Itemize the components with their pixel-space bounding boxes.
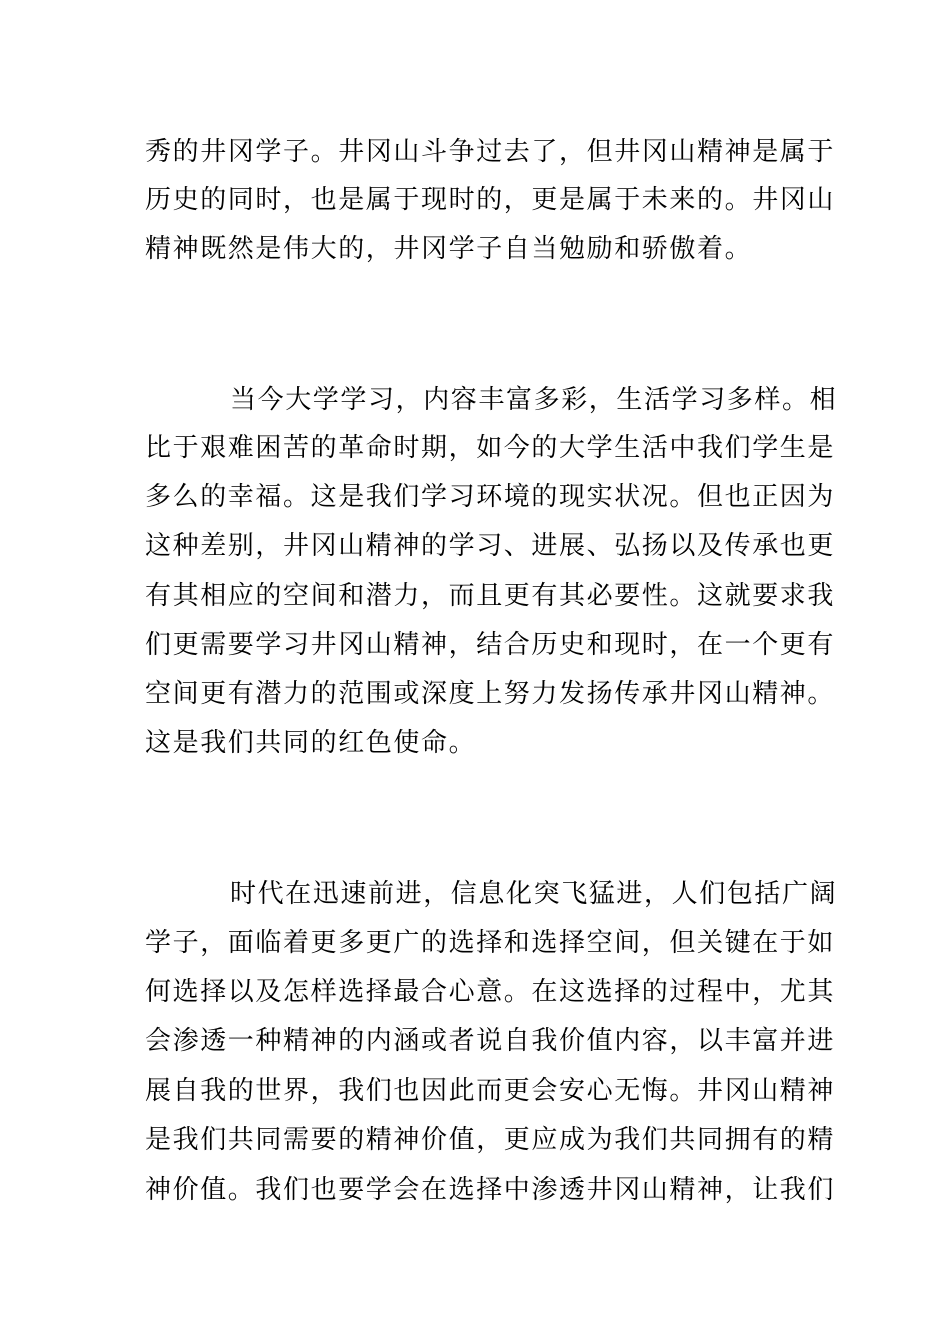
paragraph-1-line-3: 精神既然是伟大的，井冈学子自当勉励和骄傲着。 — [145, 234, 753, 264]
paragraph-1-line-1: 秀的井冈学子。井冈山斗争过去了，但井冈山精神是属于 — [145, 137, 836, 167]
paragraph-2-line-8: 这是我们共同的红色使命。 — [145, 728, 477, 758]
paragraph-2-line-6: 们更需要学习井冈山精神，结合历史和现时，在一个更有 — [145, 630, 836, 660]
paragraph-3-line-6: 是我们共同需要的精神价值，更应成为我们共同拥有的精 — [145, 1125, 836, 1155]
paragraph-1-line-2: 历史的同时，也是属于现时的，更是属于未来的。井冈山 — [145, 185, 836, 215]
paragraph-3-line-4: 会渗透一种精神的内涵或者说自我价值内容，以丰富并进 — [145, 1026, 836, 1056]
paragraph-3-line-1: 时代在迅速前进，信息化突飞猛进，人们包括广阔 — [230, 879, 838, 909]
paragraph-2-line-1: 当今大学学习，内容丰富多彩，生活学习多样。相 — [230, 385, 838, 415]
paragraph-2-line-2: 比于艰难困苦的革命时期，如今的大学生活中我们学生是 — [145, 433, 836, 463]
paragraph-2-line-4: 这种差别，井冈山精神的学习、进展、弘扬以及传承也更 — [145, 531, 836, 561]
paragraph-3-line-2: 学子，面临着更多更广的选择和选择空间，但关键在于如 — [145, 928, 836, 958]
paragraph-2-line-5: 有其相应的空间和潜力，而且更有其必要性。这就要求我 — [145, 581, 836, 611]
paragraph-3-line-5: 展自我的世界，我们也因此而更会安心无悔。井冈山精神 — [145, 1076, 836, 1106]
paragraph-3-line-3: 何选择以及怎样选择最合心意。在这选择的过程中，尤其 — [145, 977, 836, 1007]
paragraph-2-line-3: 多么的幸福。这是我们学习环境的现实状况。但也正因为 — [145, 482, 836, 512]
paragraph-3-line-7: 神价值。我们也要学会在选择中渗透井冈山精神，让我们 — [145, 1175, 836, 1205]
paragraph-2-line-7: 空间更有潜力的范围或深度上努力发扬传承井冈山精神。 — [145, 679, 836, 709]
